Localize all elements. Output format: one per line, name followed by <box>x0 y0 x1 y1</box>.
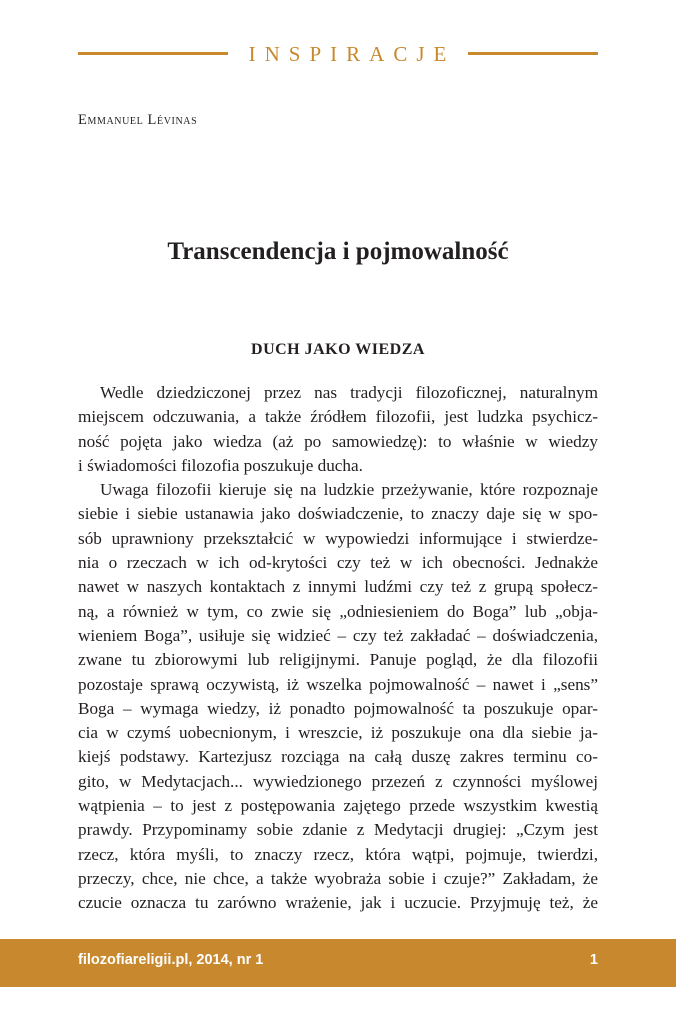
article-body <box>78 381 598 916</box>
text-line: ną, a również w tym, co zwie się „odniesieniem do Boga” lub „obja- <box>78 601 598 621</box>
text-line: Wedle dziedziczonej przez nas tradycji filozoficznej, naturalnym <box>100 383 598 402</box>
running-header <box>78 40 598 68</box>
text-line: sób uprawniony przekształcić w wypowiedzi informujące i stwierdze- <box>78 528 598 548</box>
text-line: i świadomości filozofia poszukuje ducha. <box>78 455 363 475</box>
page-footer <box>0 939 676 987</box>
article-title: Transcendencja i pojmowalność <box>167 238 509 265</box>
text-line: wieniem Boga”, usiłuje się widzieć – czy też zakładać – doświadczenia, <box>78 625 598 645</box>
text-line: przeczy, chce, nie chce, a także wyobraża sobie i czuje?” Zakładam, że <box>78 868 598 888</box>
header-rule-right <box>468 52 598 55</box>
page-number: 1 <box>589 952 598 968</box>
text-line: ność pojęta jako wiedza (aż po samowiedzę): to właśnie w wiedzy <box>78 431 598 451</box>
author-name: Emmanuel Lévinas <box>78 112 198 128</box>
text-line: prawdy. Przypominamy sobie zdanie z Medytacji drugiej: „Czym jest <box>78 820 598 840</box>
text-line: Uwaga filozofii kieruje się na ludzkie przeżywanie, które rozpoznaje <box>100 480 598 500</box>
text-line: zwane tu zbiorowymi lub religijnymi. Panuje pogląd, że dla filozofii <box>78 650 598 670</box>
section-heading: DUCH JAKO WIEDZA <box>251 341 425 358</box>
text-line: wątpienia – to jest z postępowania zajętego przede wszystkim kwestią <box>78 796 598 816</box>
text-line: nia o rzeczach w ich od-krytości czy też w ich obecności. Jednakże <box>78 553 598 573</box>
text-line: gito, w Medytacjach... wywiedzionego przezeń z czynności myślowej <box>78 771 598 791</box>
paragraph <box>78 478 598 915</box>
text-line: siebie i siebie ustanawia jako doświadczenie, to znaczy daje się w spo- <box>78 504 598 524</box>
text-line: nawet w naszych kontaktach z innymi ludźmi czy też z grupą społecz- <box>78 577 598 597</box>
header-rule-left <box>78 52 228 55</box>
journal-citation: filozofiareligii.pl, 2014, nr 1 <box>78 952 264 968</box>
text-line: kiejś podstawy. Kartezjusz rozciąga na całą duszę zakres terminu co- <box>78 747 598 767</box>
text-line: miejscem odczuwania, a także źródłem filozofii, jest ludzka psychicz- <box>78 407 598 427</box>
text-line: rzecz, która myśli, to znaczy rzecz, która wątpi, pojmuje, twierdzi, <box>78 844 598 864</box>
text-line: czucie oznacza tu zarówno wrażenie, jak i uczucie. Przyjmuję też, że <box>78 893 598 913</box>
text-line: pozostaje sprawą oczywistą, iż wszelka pojmowalność – nawet i „sens” <box>78 674 598 694</box>
text-line: Boga – wymaga wiedzy, iż ponadto pojmowalność ta poszukuje opar- <box>78 698 598 718</box>
text-line: cia w czymś uobecnionym, i wreszcie, iż poszukuje ona dla siebie ja- <box>78 723 598 743</box>
section-label: INSPIRACJE <box>248 42 456 66</box>
paragraph <box>78 381 598 478</box>
